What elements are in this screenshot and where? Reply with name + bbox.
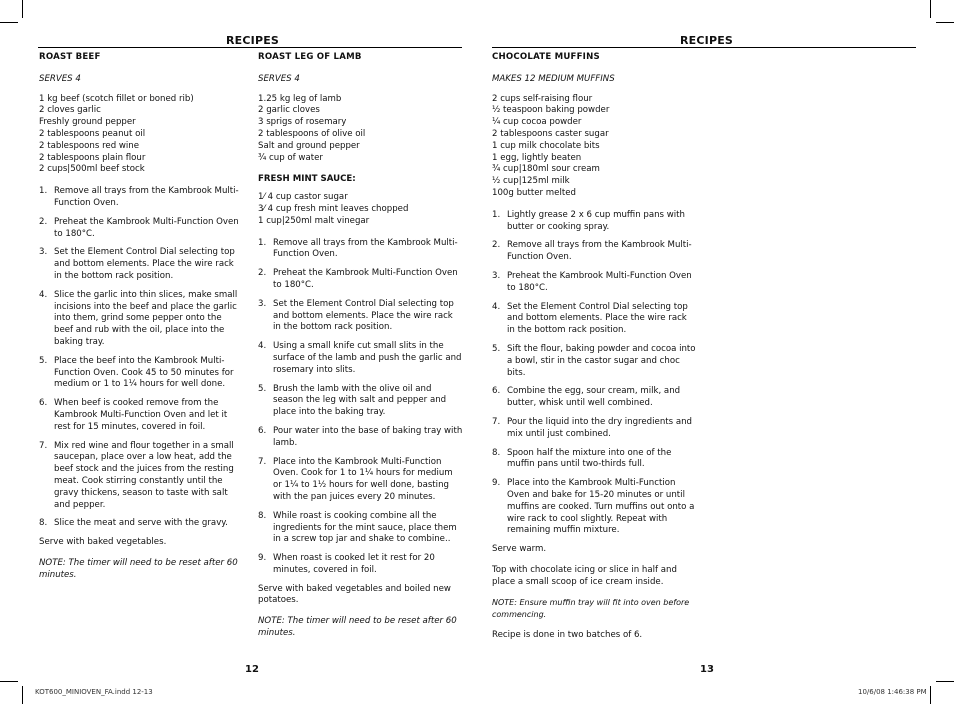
step-number: 1. <box>39 186 48 197</box>
ingredient-line: 1 cup milk chocolate bits <box>492 140 600 151</box>
method-step <box>258 511 463 546</box>
step-text: Remove all trays from the Kambrook Multi-Function Oven. <box>273 237 458 260</box>
page-header-right: RECIPES <box>680 34 734 47</box>
sauce-title: FRESH MINT SAUCE: <box>258 174 356 185</box>
step-number: 6. <box>258 425 267 436</box>
method-step <box>258 384 463 419</box>
page-header-left: RECIPES <box>226 34 280 47</box>
step-number: 8. <box>39 518 48 529</box>
method-step <box>492 271 697 295</box>
recipe-serves: MAKES 12 MEDIUM MUFFINS <box>492 73 615 84</box>
method-step <box>39 518 242 530</box>
method-steps <box>39 186 242 530</box>
step-text: Preheat the Kambrook Multi-Function Oven to 180°C. <box>507 270 692 293</box>
ingredient-list <box>492 94 697 200</box>
sauce-ingredient-list <box>258 192 463 227</box>
recipe-serves: SERVES 4 <box>258 73 300 84</box>
step-text: Lightly grease 2 x 6 cup muffin pans with butter or cooking spray. <box>507 209 685 232</box>
ingredient-line: 2 tablespoons red wine <box>39 140 140 151</box>
crop-mark <box>22 0 23 18</box>
step-number: 9. <box>258 553 267 564</box>
step-number: 2. <box>258 268 267 279</box>
step-number: 7. <box>492 416 501 427</box>
header-rule-left <box>38 47 462 48</box>
step-number: 7. <box>39 440 48 451</box>
ingredient-list <box>39 94 242 177</box>
step-number: 3. <box>39 247 48 258</box>
recipe-title: ROAST LEG OF LAMB <box>258 52 362 62</box>
step-number: 5. <box>492 343 501 354</box>
step-text: Place the beef into the Kambrook Multi-Function Oven. Cook 45 to 50 minutes for medium or 1 to 1¼ hours for well done. <box>54 355 234 390</box>
step-text: Preheat the Kambrook Multi-Function Oven to 180°C. <box>54 216 239 239</box>
step-number: 4. <box>492 301 501 312</box>
crop-mark <box>0 22 18 23</box>
step-text: Combine the egg, sour cream, milk, and butter, whisk until well combined. <box>507 386 681 409</box>
method-step <box>492 210 697 234</box>
ingredient-line: 1 cup|250ml malt vinegar <box>258 215 370 226</box>
step-text: Brush the lamb with the olive oil and season the leg with salt and pepper and place into the baking tray. <box>273 383 447 418</box>
crop-mark <box>936 22 954 23</box>
method-step <box>258 299 463 334</box>
step-number: 6. <box>492 386 501 397</box>
step-number: 1. <box>258 237 267 248</box>
page-number-right: 13 <box>700 664 714 675</box>
method-step <box>492 478 697 537</box>
footer-file-slug: KOT600_MINIOVEN_FA.indd 12-13 <box>35 688 153 696</box>
step-number: 9. <box>492 478 501 489</box>
ingredient-line: 3 sprigs of rosemary <box>258 117 347 128</box>
ingredient-line: 3⁄ 4 cup fresh mint leaves chopped <box>258 203 409 214</box>
ingredient-line: 2 cups|500ml beef stock <box>39 164 145 175</box>
step-number: 5. <box>258 383 267 394</box>
method-step <box>492 448 697 472</box>
step-text: Preheat the Kambrook Multi-Function Oven to 180°C. <box>273 268 458 290</box>
recipe-roast-beef <box>39 52 242 590</box>
ingredient-line: Salt and ground pepper <box>258 140 360 151</box>
method-steps <box>492 210 697 537</box>
step-text: Slice the garlic into thin slices, make small incisions into the beef and place the garlic into them, grind some pepper onto the beef and rub with the oil, place into the baking tray. <box>54 289 238 347</box>
method-step <box>258 238 463 262</box>
step-text: Set the Element Control Dial selecting top and bottom elements. Place the wire rack in the bottom rack position. <box>507 301 688 336</box>
crop-mark <box>0 681 18 682</box>
step-number: 1. <box>492 209 501 220</box>
step-text: Pour water into the base of baking tray with lamb. <box>273 425 463 448</box>
ingredient-line: 1.25 kg leg of lamb <box>258 93 342 104</box>
step-text: Using a small knife cut small slits in the surface of the lamb and push the garlic and rosemary into slits. <box>273 341 462 375</box>
ingredient-line: ¾ cup|180ml sour cream <box>492 164 600 175</box>
step-text: Place into the Kambrook Multi-Function Oven. Cook for 1 to 1¼ hours for medium or 1¼ to 1½ hours for well done, basting with the pan juices every 20 minutes. <box>273 456 453 502</box>
method-step <box>39 247 242 282</box>
recipe-chocolate-muffins <box>492 52 697 651</box>
ingredient-list <box>258 94 463 165</box>
ingredient-line: 2 tablespoons of olive oil <box>258 128 366 139</box>
step-text: When beef is cooked remove from the Kambrook Multi-Function Oven and let it rest for 15 minutes, covered in foil. <box>54 398 228 432</box>
step-text: Mix red wine and flour together in a small saucepan, place over a low heat, add the beef stock and the juices from the resting meat. Cook stirring constantly until the gravy thickens, season to taste with salt and pepper. <box>54 440 234 510</box>
ingredient-line: 1 kg beef (scotch fillet or boned rib) <box>39 93 194 104</box>
ingredient-line: 2 tablespoons plain flour <box>39 152 146 163</box>
method-step <box>39 186 242 210</box>
step-text: Set the Element Control Dial selecting top and bottom elements. Place the wire rack in the bottom rack position. <box>54 247 235 281</box>
ingredient-line: 2 tablespoons caster sugar <box>492 128 609 139</box>
method-step <box>258 426 463 450</box>
recipe-note: NOTE: Ensure muffin tray will fit into oven before commencing. <box>492 598 690 620</box>
footer-timestamp: 10/6/08 1:46:38 PM <box>858 688 927 696</box>
step-text: Spoon half the mixture into one of the muffin pans until two-thirds full. <box>507 447 672 470</box>
serving-suggestion: Serve with baked vegetables and boiled new potatoes. <box>258 583 451 606</box>
recipe-title: ROAST BEEF <box>39 52 101 62</box>
ingredient-line: 100g butter melted <box>492 187 576 198</box>
step-text: Remove all trays from the Kambrook Multi-Function Oven. <box>507 240 692 263</box>
serving-suggestion: Serve warm. <box>492 544 547 555</box>
method-step <box>39 398 242 433</box>
method-steps <box>258 238 463 577</box>
recipe-note: NOTE: The timer will need to be reset after 60 minutes. <box>39 557 238 580</box>
step-text: When roast is cooked let it rest for 20 minutes, covered in foil. <box>273 553 435 575</box>
topping-suggestion: Top with chocolate icing or slice in half and place a small scoop of ice cream inside. <box>492 564 677 587</box>
step-text: Sift the flour, baking powder and cocoa into a bowl, stir in the castor sugar and choc bits. <box>507 343 696 378</box>
step-number: 4. <box>39 289 48 300</box>
ingredient-line: ½ cup|125ml milk <box>492 176 570 187</box>
method-step <box>492 386 697 410</box>
ingredient-line: ¼ cup cocoa powder <box>492 117 582 128</box>
step-text: While roast is cooking combine all the ingredients for the mint sauce, place them in a screw top jar and shake to combine.. <box>273 510 457 545</box>
step-text: Set the Element Control Dial selecting top and bottom elements. Place the wire rack in the bottom rack position. <box>273 298 454 333</box>
step-number: 6. <box>39 398 48 409</box>
method-step <box>39 290 242 349</box>
ingredient-line: 2 tablespoons peanut oil <box>39 128 146 139</box>
page-number-left: 12 <box>245 664 259 675</box>
header-rule-right <box>492 47 916 48</box>
step-number: 4. <box>258 341 267 352</box>
crop-mark <box>936 681 954 682</box>
method-step <box>492 344 697 379</box>
ingredient-line: ¾ cup of water <box>258 152 323 163</box>
ingredient-line: Freshly ground pepper <box>39 117 136 128</box>
step-number: 7. <box>258 456 267 467</box>
ingredient-line: 1 egg, lightly beaten <box>492 152 582 163</box>
batch-info: Recipe is done in two batches of 6. <box>492 630 643 641</box>
crop-mark <box>930 686 931 704</box>
crop-mark <box>930 0 931 18</box>
ingredient-line: 2 cups self-raising flour <box>492 93 593 104</box>
recipe-roast-lamb <box>258 52 463 649</box>
method-step <box>258 268 463 292</box>
method-step <box>39 217 242 241</box>
method-step <box>258 457 463 504</box>
step-number: 2. <box>39 216 48 227</box>
method-step <box>258 553 463 577</box>
step-text: Place into the Kambrook Multi-Function Oven and bake for 15-20 minutes or until muffins are cooked. Turn muffins out onto a wire rack to cool slightly. Repeat with remaining muffin mixture. <box>507 478 695 536</box>
crop-mark <box>22 686 23 704</box>
recipe-serves: SERVES 4 <box>39 73 81 84</box>
method-step <box>39 356 242 391</box>
method-step <box>39 441 242 512</box>
ingredient-line: 2 garlic cloves <box>258 105 320 116</box>
ingredient-line: ½ teaspoon baking powder <box>492 105 610 116</box>
step-number: 3. <box>258 298 267 309</box>
step-text: Slice the meat and serve with the gravy. <box>54 518 228 529</box>
recipe-title: CHOCOLATE MUFFINS <box>492 52 600 62</box>
method-step <box>492 240 697 264</box>
ingredient-line: 1⁄ 4 cup castor sugar <box>258 192 348 203</box>
step-text: Remove all trays from the Kambrook Multi-Function Oven. <box>54 186 239 208</box>
method-step <box>258 341 463 376</box>
method-step <box>492 302 697 337</box>
recipe-note: NOTE: The timer will need to be reset after 60 minutes. <box>258 616 457 639</box>
step-number: 5. <box>39 355 48 366</box>
step-number: 3. <box>492 270 501 281</box>
step-number: 2. <box>492 240 501 251</box>
method-step <box>492 417 697 441</box>
step-number: 8. <box>258 510 267 521</box>
serving-suggestion: Serve with baked vegetables. <box>39 537 167 548</box>
ingredient-line: 2 cloves garlic <box>39 105 101 116</box>
step-number: 8. <box>492 447 501 458</box>
step-text: Pour the liquid into the dry ingredients and mix until just combined. <box>507 416 693 439</box>
